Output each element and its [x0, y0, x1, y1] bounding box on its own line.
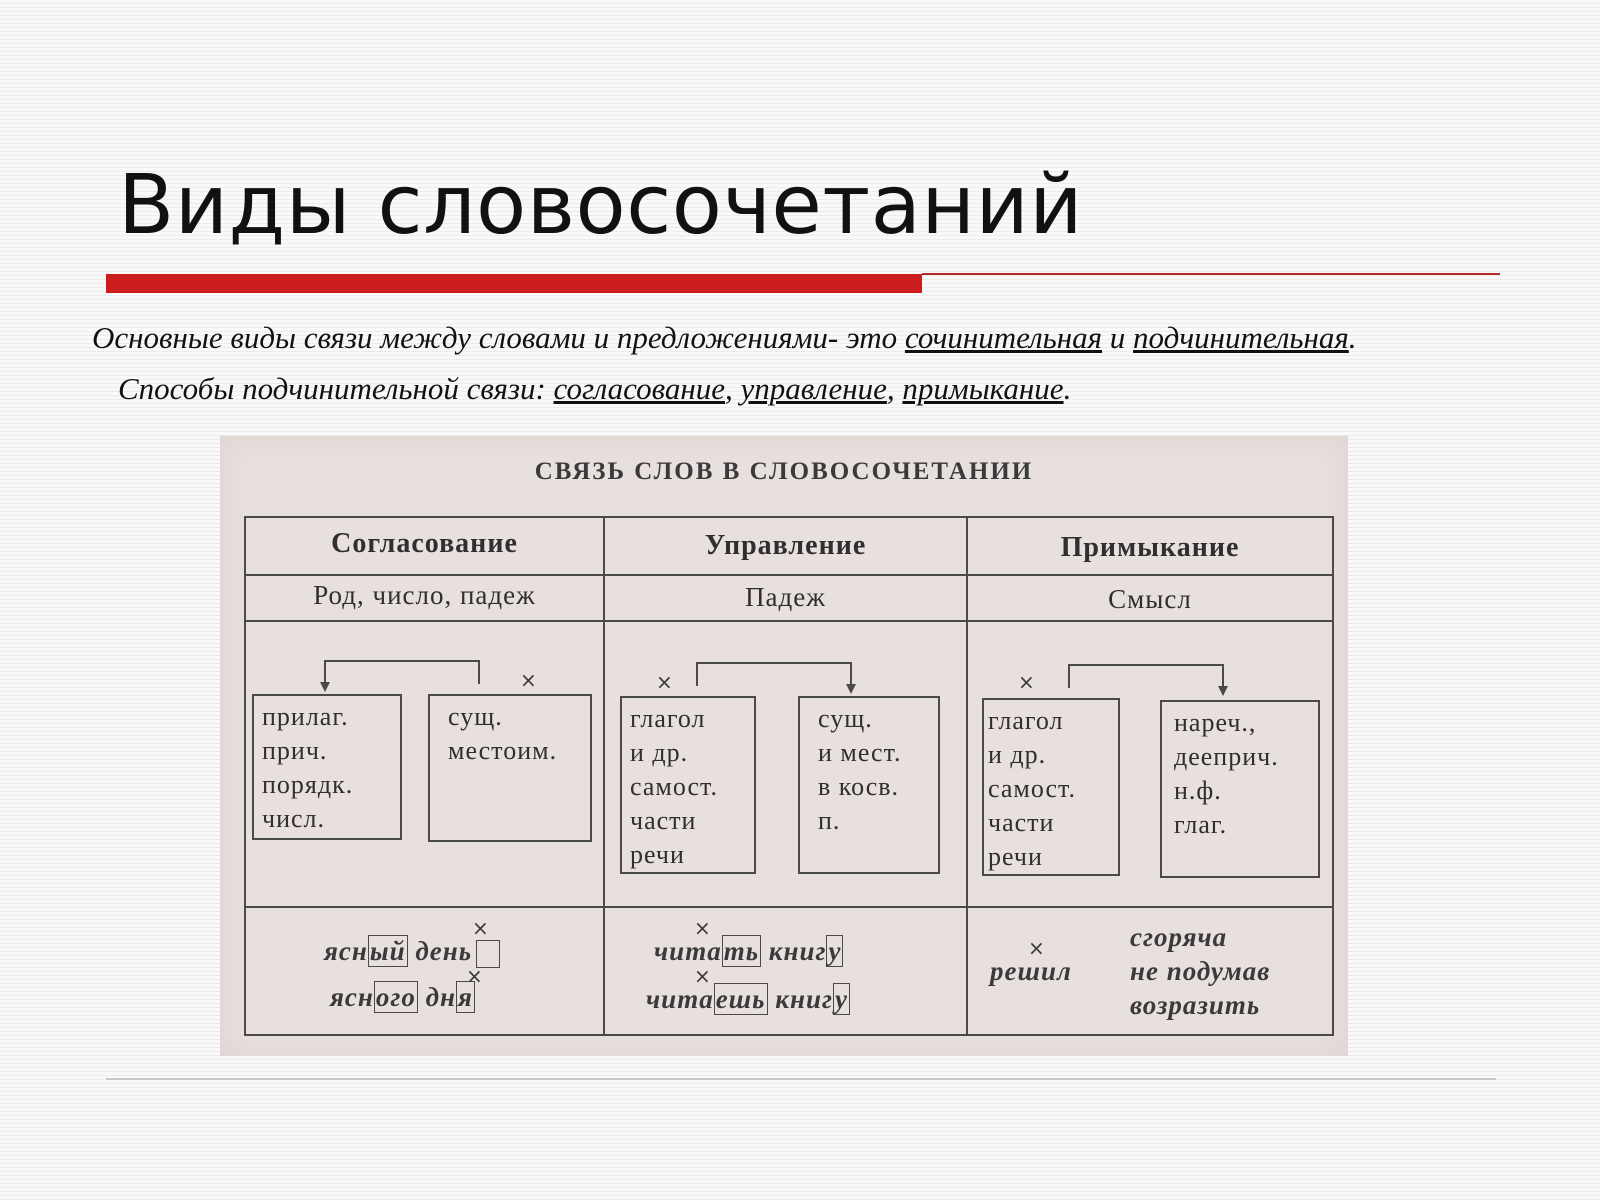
word-stem: чита: [646, 984, 714, 1014]
box-line: нареч.,: [1174, 708, 1257, 737]
x-mark: ×: [656, 670, 673, 694]
table-row-divider-3: [244, 906, 1334, 908]
arrow-down-icon: [1218, 686, 1228, 696]
example-line: сгоряча: [1130, 922, 1228, 952]
box-line: прич.: [262, 736, 328, 765]
box-line: речи: [988, 842, 1043, 871]
box-main-word: [620, 696, 756, 874]
table-row-divider-1: [244, 574, 1334, 576]
intro-line-1: [92, 320, 1357, 356]
connector-line: [696, 662, 852, 686]
box-line: глаг.: [1174, 810, 1228, 839]
example-line: не подумав: [1130, 956, 1271, 986]
word-ending: ый: [369, 936, 406, 966]
box-line: самост.: [988, 774, 1076, 803]
intro-text: Основные виды связи между словами и предложениями- это: [92, 320, 905, 355]
word: день: [415, 936, 473, 966]
intro-text: Способы подчинительной связи:: [118, 371, 554, 406]
term-adjunction: примыкание: [902, 371, 1064, 406]
box-line: самост.: [630, 772, 718, 801]
box-main-word: [428, 694, 592, 842]
scanned-table-image: [220, 436, 1348, 1056]
box-line: местоим.: [448, 736, 558, 765]
box-line: дееприч.: [1174, 742, 1279, 771]
box-line: части: [988, 808, 1055, 837]
box-line: глагол: [988, 706, 1064, 735]
word-ending: у: [828, 936, 842, 966]
title-underline-line: [922, 273, 1500, 275]
table-border-top: [244, 516, 1334, 518]
x-mark: ×: [466, 964, 483, 988]
column-header-adjunction: Примыкание: [1060, 532, 1240, 563]
box-line: и др.: [630, 738, 689, 767]
box-main-word: [982, 698, 1120, 876]
bottom-rule: [106, 1078, 1496, 1080]
box-line: речи: [630, 840, 685, 869]
box-line: сущ.: [818, 704, 873, 733]
box-dependent-word: [798, 696, 940, 874]
word-stem: ясн: [330, 982, 374, 1012]
table-border-bottom: [244, 1034, 1334, 1036]
box-line: н.ф.: [1174, 776, 1222, 805]
box-line: глагол: [630, 704, 706, 733]
word-ending: ого: [375, 982, 416, 1012]
term-subordinating: подчинительная: [1133, 320, 1349, 355]
word-ending: я: [458, 982, 473, 1012]
title-underline-bar: [106, 274, 922, 293]
column-sub-government: Падеж: [745, 582, 826, 612]
column-sub-adjunction: Смысл: [1108, 584, 1192, 614]
box-line: числ.: [262, 804, 326, 833]
box-line: порядк.: [262, 770, 354, 799]
box-line: сущ.: [448, 702, 503, 731]
box-dependent-word: [1160, 700, 1320, 878]
word-stem: книг: [768, 936, 827, 966]
box-line: прилаг.: [262, 702, 349, 731]
box-line: и мест.: [818, 738, 902, 767]
intro-text: и: [1102, 320, 1134, 355]
word-ending: ть: [723, 936, 760, 966]
example-word: решил: [990, 956, 1072, 986]
word-ending: у: [834, 984, 848, 1014]
intro-line-2: [118, 371, 1071, 407]
box-dependent-word: [252, 694, 402, 840]
box-line: п.: [818, 806, 841, 835]
arrow-down-icon: [320, 682, 330, 692]
x-mark: ×: [1028, 936, 1045, 960]
x-mark: ×: [694, 916, 711, 940]
column-header-agreement: Согласование: [331, 528, 518, 559]
box-line: и др.: [988, 740, 1047, 769]
x-mark: ×: [472, 916, 489, 940]
intro-text: .: [1348, 320, 1357, 355]
word-stem: чита: [654, 936, 722, 966]
word-stem: книг: [775, 984, 833, 1014]
example-phrase: [646, 984, 850, 1015]
term-agreement: согласование: [553, 371, 725, 406]
word-stem: дн: [425, 982, 456, 1012]
x-mark: ×: [520, 668, 537, 692]
intro-text: ,: [725, 371, 741, 406]
slide-title: Виды словосочетаний: [118, 158, 1084, 253]
box-line: в косв.: [818, 772, 900, 801]
example-line: возразить: [1130, 990, 1261, 1020]
table-row-divider-2: [244, 620, 1334, 622]
example-adjuncts: [1130, 920, 1270, 1022]
connector-line: [324, 660, 480, 684]
intro-text: ,: [886, 371, 903, 406]
x-mark: ×: [1018, 670, 1035, 694]
column-sub-agreement: Род, число, падеж: [313, 580, 536, 610]
term-coordinating: сочинительная: [904, 320, 1103, 355]
word-ending: ешь: [715, 984, 766, 1014]
table-border-right: [1332, 516, 1334, 1036]
box-line: части: [630, 806, 697, 835]
arrow-down-icon: [846, 684, 856, 694]
x-mark: ×: [694, 964, 711, 988]
table-caption: СВЯЗЬ СЛОВ В СЛОВОСОЧЕТАНИИ: [534, 458, 1034, 485]
column-header-government: Управление: [704, 530, 867, 561]
connector-line: [1068, 664, 1224, 688]
term-government: управление: [740, 371, 887, 406]
example-phrase: [654, 936, 843, 967]
word-stem: ясн: [324, 936, 368, 966]
intro-text: .: [1063, 371, 1072, 406]
example-phrase: [330, 982, 475, 1013]
